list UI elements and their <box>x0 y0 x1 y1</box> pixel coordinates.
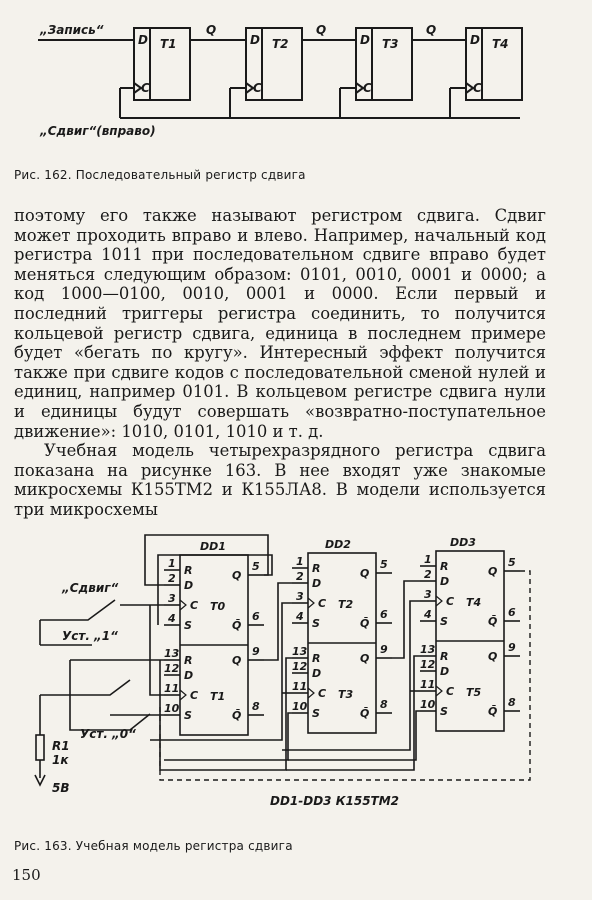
dd2-q-top: Q <box>360 567 370 580</box>
dd2-pin-4: 4 <box>296 610 304 623</box>
set-one-switch-label: Уст. „1“ <box>62 629 118 643</box>
dd2-pin-3: 3 <box>296 590 304 603</box>
dd3-d-top: D <box>440 575 450 588</box>
record-input-label: „Запись“ <box>40 23 104 37</box>
dd3-pin-13: 13 <box>420 643 436 656</box>
dd1-pin-10: 10 <box>164 702 180 715</box>
trigger-t3: T3 <box>338 688 354 701</box>
resistor-name: R1 <box>52 739 70 753</box>
dd1-pin-9: 9 <box>252 645 260 658</box>
dd1-pin-3: 3 <box>168 592 176 605</box>
dd1-pin-11: 11 <box>164 682 180 695</box>
trigger-t3: T3 <box>382 37 399 51</box>
dd3-pin-12: 12 <box>420 658 436 671</box>
c-pin-t1: C <box>141 81 150 95</box>
dd2-d-bot: D <box>312 667 322 680</box>
dd3-pin-1: 1 <box>424 553 432 566</box>
dd2-pin-1: 1 <box>296 555 304 568</box>
c-pin-t2: C <box>253 81 262 95</box>
dd3-pin-6: 6 <box>508 606 516 619</box>
dd2-s-bot: S <box>312 707 320 720</box>
c-pin-t4: C <box>473 81 482 95</box>
dd2-r-bot: R <box>312 652 321 665</box>
trigger-t4: T4 <box>492 37 509 51</box>
dd1-pin-12: 12 <box>164 662 180 675</box>
page-number: 150 <box>12 866 41 884</box>
dd2-d-top: D <box>312 577 322 590</box>
dd2-q-bot: Q <box>360 652 370 665</box>
dd3-qbar-top: Q̄ <box>488 615 498 628</box>
dd1-r-top: R <box>184 564 193 577</box>
dd3-pin-2: 2 <box>424 568 432 581</box>
trigger-t2: T2 <box>338 598 354 611</box>
dd1-qbar-top: Q̄ <box>232 619 242 632</box>
trigger-t2: T2 <box>272 37 289 51</box>
dd3-qbar-bot: Q̄ <box>488 705 498 718</box>
trigger-t4: T4 <box>466 596 482 609</box>
dd2-qbar-top: Q̄ <box>360 617 370 630</box>
dd2-pin-9: 9 <box>380 643 388 656</box>
dd3-pin-11: 11 <box>420 678 436 691</box>
dd3-c-top: C <box>446 595 455 608</box>
dd2-pin-10: 10 <box>292 700 308 713</box>
dd2-pin-5: 5 <box>380 558 388 571</box>
dd1-pin-13: 13 <box>164 647 180 660</box>
dd2-pin-2: 2 <box>296 570 304 583</box>
trigger-t0: T0 <box>210 600 226 613</box>
dd2-c-bot: C <box>318 687 327 700</box>
d-pin-t3: D <box>360 33 370 47</box>
dd3-pin-9: 9 <box>508 641 516 654</box>
trigger-t5: T5 <box>466 686 482 699</box>
dd2-c-top: C <box>318 597 327 610</box>
trigger-t1: T1 <box>210 690 226 703</box>
dd1-s-bot: S <box>184 709 192 722</box>
dd2-qbar-bot: Q̄ <box>360 707 370 720</box>
supply-voltage: 5В <box>52 781 70 795</box>
dd2-s-top: S <box>312 617 320 630</box>
figure-162-diagram <box>0 0 592 160</box>
dd3-pin-3: 3 <box>424 588 432 601</box>
dd1-pin-2: 2 <box>168 572 176 585</box>
figure-162-caption: Рис. 162. Последовательный регистр сдвига <box>14 168 306 182</box>
q-label-1: Q <box>206 23 217 37</box>
dd2-pin-13: 13 <box>292 645 308 658</box>
dd1-qbar-bot: Q̄ <box>232 709 242 722</box>
chip-dd1: DD1 <box>200 540 226 553</box>
resistor-value: 1к <box>52 753 69 767</box>
dd1-pin-6: 6 <box>252 610 260 623</box>
d-pin-t2: D <box>250 33 260 47</box>
dd3-q-bot: Q <box>488 650 498 663</box>
trigger-t1: T1 <box>160 37 177 51</box>
chip-dd3: DD3 <box>450 536 476 549</box>
dd2-pin-6: 6 <box>380 608 388 621</box>
dd3-r-bot: R <box>440 650 449 663</box>
dd2-pin-8: 8 <box>380 698 388 711</box>
dd2-r-top: R <box>312 562 321 575</box>
dd1-pin-8: 8 <box>252 700 260 713</box>
dd3-pin-10: 10 <box>420 698 436 711</box>
q-label-3: Q <box>426 23 437 37</box>
dd1-s-top: S <box>184 619 192 632</box>
d-pin-t1: D <box>138 33 148 47</box>
dd1-pin-5: 5 <box>252 560 260 573</box>
dd3-pin-4: 4 <box>424 608 432 621</box>
body-text <box>14 206 546 520</box>
dd1-pin-1: 1 <box>168 557 176 570</box>
dd3-pin-8: 8 <box>508 696 516 709</box>
chip-dd2: DD2 <box>325 538 351 551</box>
dd1-pin-4: 4 <box>168 612 176 625</box>
dd2-pin-11: 11 <box>292 680 308 693</box>
dd3-s-top: S <box>440 615 448 628</box>
dd1-d-top: D <box>184 579 194 592</box>
set-zero-switch-label: Уст. „0“ <box>80 727 136 741</box>
dd1-r-bot: R <box>184 654 193 667</box>
dd1-c-bot: C <box>190 689 199 702</box>
dd1-q-bot: Q <box>232 654 242 667</box>
shift-right-label: „Сдвиг“(вправо) <box>40 124 156 138</box>
paragraph-1: поэтому его также называют регистром сдвига. Сдвиг может проходить вправо и влево. Например, начальный код регистра 1011 при последовательном сдвиге вправо будет меняться следующим образом: 0101, 0010, 0001 и 0000; а код 1000—0100, 0010, 0001 и 0000. Если первый и последний триггеры регистра соединить, то получится кольцевой регистр сдвига, единица в последнем примере будет «бегать по кругу». Интересный эффект получится также при сдвиге кодов с последовательной сменой нулей и единиц, например 0101. В кольцевом регистре сдвига нули и единицы будут совершать «возвратно-поступательное движение»: 1010, 0101, 1010 и т. д. <box>14 206 546 441</box>
dd3-s-bot: S <box>440 705 448 718</box>
dd1-q-top: Q <box>232 569 242 582</box>
figure-163-caption: Рис. 163. Учебная модель регистра сдвига <box>14 839 293 853</box>
q-label-2: Q <box>316 23 327 37</box>
dd1-d-bot: D <box>184 669 194 682</box>
dd3-r-top: R <box>440 560 449 573</box>
c-pin-t3: C <box>363 81 372 95</box>
chip-type-label: DD1-DD3 К155ТМ2 <box>270 794 400 808</box>
dd3-q-top: Q <box>488 565 498 578</box>
dd3-pin-5: 5 <box>508 556 516 569</box>
d-pin-t4: D <box>470 33 480 47</box>
shift-switch-label: „Сдвиг“ <box>62 581 119 595</box>
dd1-c-top: C <box>190 599 199 612</box>
paragraph-2: Учебная модель четырехразрядного регистра сдвига показана на рисунке 163. В нее входят уже знакомые микросхемы К155ТМ2 и К155ЛА8. В модели используется три микросхемы <box>14 441 546 519</box>
dd2-pin-12: 12 <box>292 660 308 673</box>
dd3-c-bot: C <box>446 685 455 698</box>
dd3-d-bot: D <box>440 665 450 678</box>
figure-163-diagram <box>0 505 592 835</box>
